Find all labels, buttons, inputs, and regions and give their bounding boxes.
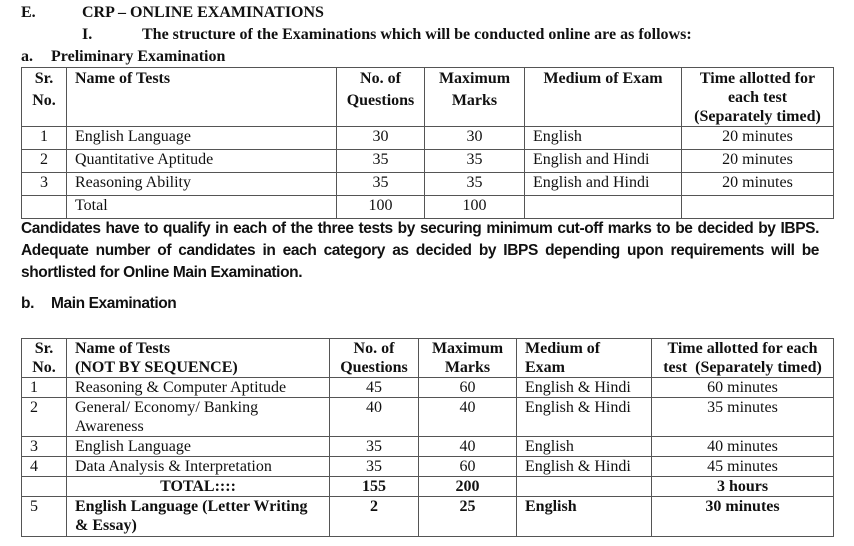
section-letter: E.	[21, 4, 36, 21]
cell-total-marks: 200	[419, 477, 517, 497]
table-row	[22, 457, 834, 477]
cell-medium: English & Hindi	[517, 457, 652, 477]
descriptive-test-row	[22, 497, 834, 537]
header-sr-no: Sr. No.	[22, 339, 67, 378]
header-medium-of-exam: Medium of Exam	[517, 339, 652, 378]
cell-sr: 3	[22, 437, 67, 457]
cell-time: 30 minutes	[652, 497, 834, 537]
cell-time: 20 minutes	[682, 150, 834, 173]
cell-medium: English & Hindi	[517, 398, 652, 437]
cell-medium-empty	[525, 196, 682, 219]
cell-sr: 2	[22, 398, 67, 437]
cell-medium: English and Hindi	[525, 150, 682, 173]
cell-questions: 45	[330, 378, 419, 398]
table-header-row	[22, 68, 834, 127]
cell-total-marks: 100	[425, 196, 525, 219]
table-row	[22, 437, 834, 457]
cell-sr: 1	[22, 127, 67, 150]
total-row	[22, 477, 834, 497]
table-row	[22, 127, 834, 150]
note-line-2: Adequate number of candidates in each category as decided by IBPS depending upon requirements will be	[21, 242, 819, 259]
prelim-label: Preliminary Examination	[51, 48, 226, 65]
subsection-numeral: I.	[82, 26, 93, 43]
cell-marks: 60	[419, 378, 517, 398]
table-row	[22, 378, 834, 398]
header-maximum-marks: Maximum Marks	[419, 339, 517, 378]
header-maximum-marks: Maximum Marks	[425, 68, 525, 127]
cell-sr-empty	[22, 196, 67, 219]
cell-test-name: Data Analysis & Interpretation	[67, 457, 330, 477]
subsection-title: The structure of the Examinations which will be conducted online are as follows:	[142, 26, 692, 43]
main-label-letter: b.	[21, 295, 34, 312]
cell-time: 20 minutes	[682, 173, 834, 196]
cell-test-name: Reasoning & Computer Aptitude	[67, 378, 330, 398]
cell-sr: 1	[22, 378, 67, 398]
header-time-allotted: Time allotted for each test (Separately timed)	[652, 339, 834, 378]
cell-test-name: Quantitative Aptitude	[67, 150, 337, 173]
cell-time-empty	[682, 196, 834, 219]
table-row	[22, 150, 834, 173]
cell-time: 60 minutes	[652, 378, 834, 398]
cell-marks: 25	[419, 497, 517, 537]
cell-medium: English & Hindi	[517, 378, 652, 398]
note-line-3: shortlisted for Online Main Examination.	[21, 264, 303, 281]
header-no-of-questions: No. of Questions	[330, 339, 419, 378]
table-header-row	[22, 339, 834, 378]
table-row	[22, 398, 834, 437]
cell-questions: 40	[330, 398, 419, 437]
cell-questions: 35	[330, 437, 419, 457]
cell-time: 45 minutes	[652, 457, 834, 477]
cell-total-questions: 100	[337, 196, 425, 219]
cell-medium: English	[517, 497, 652, 537]
header-name-of-tests: Name of Tests (NOT BY SEQUENCE)	[67, 339, 330, 378]
cell-sr: 5	[22, 497, 67, 537]
cell-marks: 35	[425, 173, 525, 196]
cell-total-time: 3 hours	[652, 477, 834, 497]
header-no-of-questions: No. of Questions	[337, 68, 425, 127]
cell-total-label: TOTAL::::	[67, 477, 330, 497]
main-label: Main Examination	[51, 295, 177, 312]
total-row	[22, 196, 834, 219]
header-medium-of-exam: Medium of Exam	[525, 68, 682, 127]
cell-marks: 40	[419, 398, 517, 437]
cell-sr: 2	[22, 150, 67, 173]
cell-test-name: Reasoning Ability	[67, 173, 337, 196]
cell-time: 20 minutes	[682, 127, 834, 150]
cell-marks: 60	[419, 457, 517, 477]
header-sr-no: Sr. No.	[22, 68, 67, 127]
cell-total-label: Total	[67, 196, 337, 219]
table-row	[22, 173, 834, 196]
cell-medium: English	[525, 127, 682, 150]
preliminary-exam-table	[21, 67, 834, 219]
cell-test-name: General/ Economy/ Banking Awareness	[67, 398, 330, 437]
header-time-allotted: Time allotted for each test (Separately timed)	[682, 68, 834, 127]
cell-marks: 35	[425, 150, 525, 173]
cell-questions: 2	[330, 497, 419, 537]
cell-test-name: English Language (Letter Writing & Essay)	[67, 497, 330, 537]
header-name-of-tests: Name of Tests	[67, 68, 337, 127]
cell-questions: 35	[330, 457, 419, 477]
section-title: CRP – ONLINE EXAMINATIONS	[82, 4, 324, 21]
cell-sr-empty	[22, 477, 67, 497]
cell-test-name: English Language	[67, 127, 337, 150]
cell-test-name: English Language	[67, 437, 330, 457]
cell-sr: 4	[22, 457, 67, 477]
qualification-note	[21, 218, 819, 284]
cell-questions: 35	[337, 150, 425, 173]
cell-questions: 30	[337, 127, 425, 150]
cell-medium-empty	[517, 477, 652, 497]
cell-time: 40 minutes	[652, 437, 834, 457]
cell-sr: 3	[22, 173, 67, 196]
cell-questions: 35	[337, 173, 425, 196]
cell-marks: 40	[419, 437, 517, 457]
cell-medium: English	[517, 437, 652, 457]
note-line-1: Candidates have to qualify in each of the three tests by securing minimum cut-off marks to be decided by IBPS.	[21, 220, 819, 237]
prelim-label-letter: a.	[21, 48, 33, 65]
cell-total-questions: 155	[330, 477, 419, 497]
cell-medium: English and Hindi	[525, 173, 682, 196]
cell-marks: 30	[425, 127, 525, 150]
cell-time: 35 minutes	[652, 398, 834, 437]
main-exam-table	[21, 338, 834, 537]
